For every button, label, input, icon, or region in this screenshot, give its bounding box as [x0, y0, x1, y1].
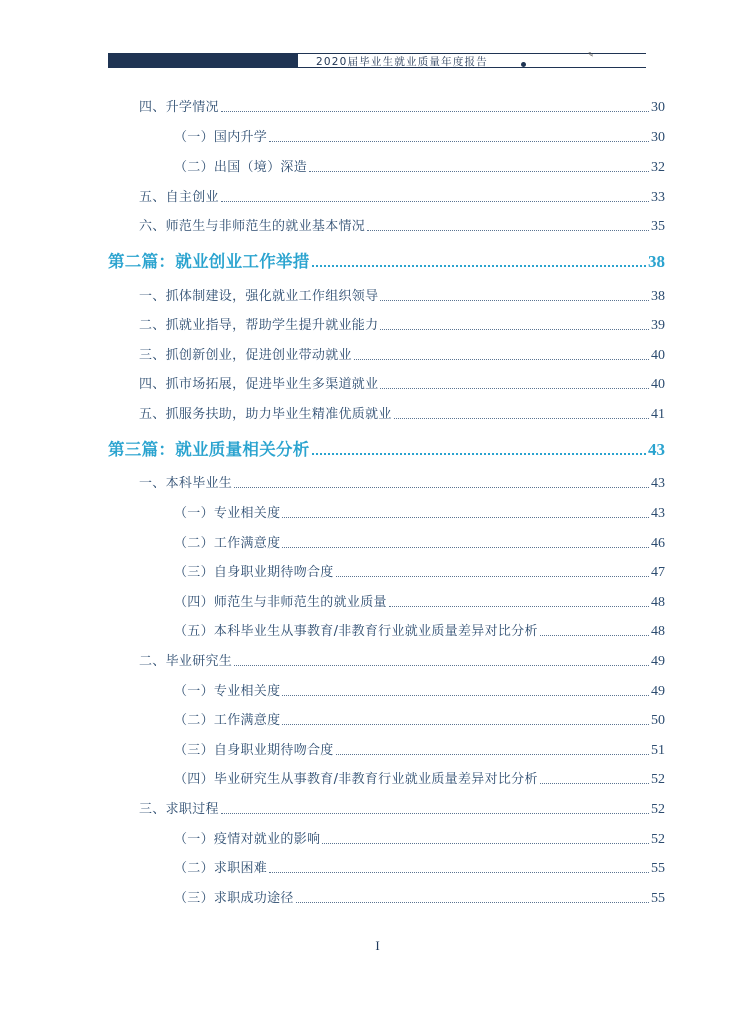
toc-leader-dots	[312, 453, 646, 455]
toc-entry[interactable]	[139, 403, 665, 423]
toc-part-entry[interactable]	[108, 436, 665, 460]
toc-part-entry[interactable]	[108, 248, 665, 272]
toc-leader-dots	[322, 843, 649, 844]
toc-leader-dots	[234, 487, 649, 488]
toc-entry-label: （二）出国（境）深造	[174, 160, 308, 175]
toc-entry-page: 52	[651, 802, 665, 817]
toc-leader-dots	[336, 754, 649, 755]
toc-entry[interactable]	[174, 126, 665, 146]
toc-leader-dots	[309, 171, 649, 172]
toc-entry-label: 四、升学情况	[139, 100, 219, 115]
pencil-icon: ✎	[588, 51, 594, 59]
page-number: I	[375, 938, 380, 953]
toc-entry-label: （三）自身职业期待吻合度	[174, 565, 334, 580]
toc-entry-label: 六、师范生与非师范生的就业基本情况	[139, 219, 366, 234]
toc-entry[interactable]	[174, 768, 665, 788]
toc-entry-label: 二、毕业研究生	[139, 654, 233, 669]
toc-entry-page: 50	[651, 713, 665, 728]
toc-leader-dots	[269, 872, 649, 873]
toc-entry-page: 35	[651, 219, 665, 234]
toc-leader-dots	[296, 902, 649, 903]
toc-entry[interactable]	[174, 532, 665, 552]
toc-entry[interactable]	[139, 96, 665, 116]
toc-entry-page: 33	[651, 190, 665, 205]
toc-entry-page: 48	[651, 624, 665, 639]
toc-leader-dots	[282, 695, 649, 696]
toc-entry-label: （二）工作满意度	[174, 536, 281, 551]
toc-entry[interactable]	[139, 215, 665, 235]
toc-entry-page: 43	[651, 476, 665, 491]
toc-entry-page: 40	[651, 348, 665, 363]
toc-entry-label: 一、抓体制建设，强化就业工作组织领导	[139, 289, 379, 304]
toc-entry-label: 五、抓服务扶助，助力毕业生精准优质就业	[139, 407, 392, 422]
toc-entry-label: （一）国内升学	[174, 130, 268, 145]
toc-entry-page: 52	[651, 832, 665, 847]
toc-entry-label: （三）求职成功途径	[174, 891, 294, 906]
toc-entry[interactable]	[139, 650, 665, 670]
toc-entry[interactable]	[174, 502, 665, 522]
toc-entry-page: 55	[651, 891, 665, 906]
toc-leader-dots	[282, 547, 649, 548]
toc-entry-label: 三、求职过程	[139, 802, 219, 817]
toc-entry-page: 51	[651, 743, 665, 758]
toc-entry-page: 46	[651, 536, 665, 551]
toc-leader-dots	[221, 111, 649, 112]
toc-leader-dots	[354, 359, 649, 360]
toc-entry[interactable]	[139, 373, 665, 393]
report-header	[108, 53, 646, 68]
toc-entry-label: 五、自主创业	[139, 190, 219, 205]
toc-entry[interactable]	[139, 314, 665, 334]
toc-entry-label: 二、抓就业指导，帮助学生提升就业能力	[139, 318, 379, 333]
toc-entry-label: （二）工作满意度	[174, 713, 281, 728]
toc-leader-dots	[336, 576, 649, 577]
toc-entry-page: 38	[651, 289, 665, 304]
toc-leader-dots	[380, 300, 649, 301]
toc-leader-dots	[367, 230, 649, 231]
toc-entry[interactable]	[139, 344, 665, 364]
toc-entry-label: （一）专业相关度	[174, 684, 281, 699]
toc-entry-label: （一）专业相关度	[174, 506, 281, 521]
toc-leader-dots	[282, 724, 649, 725]
toc-entry-page: 30	[651, 100, 665, 115]
toc-leader-dots	[540, 635, 649, 636]
toc-leader-dots	[380, 388, 649, 389]
toc-leader-dots	[269, 141, 649, 142]
header-bar	[108, 53, 298, 68]
toc-entry-page: 30	[651, 130, 665, 145]
toc-leader-dots	[221, 813, 649, 814]
toc-entry[interactable]	[174, 680, 665, 700]
toc-entry-label: 一、本科毕业生	[139, 476, 233, 491]
toc-entry[interactable]	[174, 620, 665, 640]
toc-entry[interactable]	[174, 561, 665, 581]
toc-entry[interactable]	[174, 709, 665, 729]
toc-entry[interactable]	[139, 285, 665, 305]
toc-leader-dots	[540, 783, 649, 784]
toc-entry-label: 三、抓创新创业，促进创业带动就业	[139, 348, 352, 363]
toc-leader-dots	[380, 329, 649, 330]
toc-entry-label: 第二篇：就业创业工作举措	[108, 252, 310, 271]
toc-entry-page: 40	[651, 377, 665, 392]
toc-entry-page: 49	[651, 654, 665, 669]
toc-entry-page: 43	[648, 440, 665, 459]
toc-entry-page: 47	[651, 565, 665, 580]
toc-entry-label: （四）毕业研究生从事教育/非教育行业就业质量差异对比分析	[174, 772, 538, 787]
toc-entry[interactable]	[174, 887, 665, 907]
toc-entry[interactable]	[174, 739, 665, 759]
toc-entry-page: 49	[651, 684, 665, 699]
toc-leader-dots	[394, 418, 649, 419]
toc-entry-page: 38	[648, 252, 665, 271]
toc-entry-label: 四、抓市场拓展，促进毕业生多渠道就业	[139, 377, 379, 392]
toc-entry-page: 52	[651, 772, 665, 787]
toc-entry-label: （三）自身职业期待吻合度	[174, 743, 334, 758]
toc-entry[interactable]	[139, 798, 665, 818]
toc-leader-dots	[221, 201, 649, 202]
toc-leader-dots	[282, 517, 649, 518]
toc-leader-dots	[389, 606, 649, 607]
toc-entry[interactable]	[174, 591, 665, 611]
toc-leader-dots	[234, 665, 649, 666]
toc-entry-label: （一）疫情对就业的影响	[174, 832, 321, 847]
header-dot	[521, 62, 526, 67]
toc-entry-label: （五）本科毕业生从事教育/非教育行业就业质量差异对比分析	[174, 624, 538, 639]
toc-entry-page: 43	[651, 506, 665, 521]
toc-entry-page: 41	[651, 407, 665, 422]
toc-entry[interactable]	[174, 857, 665, 877]
toc-entry-page: 39	[651, 318, 665, 333]
toc-entry[interactable]	[174, 828, 665, 848]
toc-leader-dots	[312, 265, 646, 267]
header-title: 2020届毕业生就业质量年度报告	[316, 56, 488, 68]
toc-entry[interactable]	[174, 156, 665, 176]
toc-entry-label: （四）师范生与非师范生的就业质量	[174, 595, 387, 610]
toc-entry[interactable]	[139, 186, 665, 206]
toc-entry-label: 第三篇：就业质量相关分析	[108, 440, 310, 459]
toc-entry[interactable]	[139, 472, 665, 492]
toc-entry-label: （二）求职困难	[174, 861, 268, 876]
toc-entry-page: 55	[651, 861, 665, 876]
toc-entry-page: 32	[651, 160, 665, 175]
toc-entry-page: 48	[651, 595, 665, 610]
